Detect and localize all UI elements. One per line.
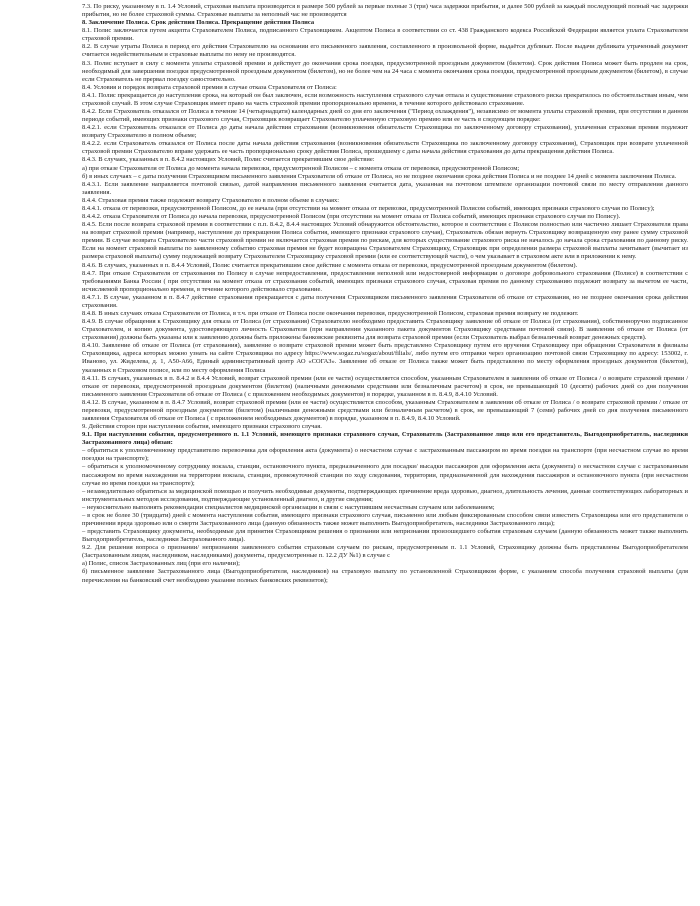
- paragraph: – незамедлительно обратиться за медицинской помощью и получить необходимые документы, подтверждающих причинение вреда здоровью, диагноз, длительность лечения, данные соответствующих лабораторных и инструментальных методов исследования, подтверждающие установленный диагноз, и другие сведения;: [82, 487, 688, 503]
- paragraph: 8.4.3.1. Если заявление направляется почтовой связью, датой направления письменного заявления считается дата, указанная на почтовом штемпеле организации почтовой связи по месту отправления данного заявления.: [82, 180, 688, 196]
- paragraph: 8.4.11. В случаях, указанных в п. 8.4.2 и 8.4.4 Условий, возврат страховой премии (или ее части) осуществляется способом, указанным Страхователем в заявлении об отказе от Полиса / о возврате страховой премии / отказе от перевозки, предусмотренной проездным документом (билетом) (наличными денежными средствами или безналичным расчетом) в срок, не превышающий 10 (десяти) рабочих дней со дня получения письменного заявления Страхователя об отказе от Полиса ( с приложением необходимых документов) в порядке, указанном в п. 8.4.9, 8.4.10 Условий.: [82, 374, 688, 398]
- paragraph: 8.3. Полис вступает в силу с момента уплаты страховой премии и действует до окончания срока поездки, предусмотренной проездным документом (билетом). Срок действия Полиса может быть продлен на срок, необходимый для завершения поездки предусмотренной проездным документом (билетом), но не более чем на 24 часа с момента окончания срока поездки, предусмотренной проездным документом (билетом), в случае если Страхователь не прервал поездку самостоятельно.: [82, 59, 688, 83]
- paragraph: а) при отказе Страхователя от Полиса до момента начала перевозки, предусмотренной Полисом – с момента отказа от перевозки, предусмотренной Полисом;: [82, 164, 520, 172]
- paragraph: 8.4.2. Если Страхователь отказался от Полиса в течение 14 (четырнадцати) календарных дней со дня его заключения ("Период охлаждения"), независимо от момента уплаты страховой премии, при отсутствии в данном периоде событий, имеющих признаки страхового случая, Страховщик возвращает Страхователю уплаченную страховую премию или ее часть в следующем порядке:: [82, 108, 688, 124]
- paragraph: 8.2. В случае утраты Полиса в период его действия Страхователю на основании его письменного заявления, составленного в произвольной форме, выдаётся дубликат. После выдачи дубликата утраченный документ считается недействительным и страховые выплаты по нему не производятся.: [82, 43, 688, 59]
- paragraph: б) письменное заявление Застрахованного лица (Выгодоприобретателя, наследников) на страховую выплату по установленной Страховщиком форме, с указанием способа получения страховой выплаты (для перечисления на банковский счет необходимо указание полных банковских реквизитов);: [82, 568, 688, 584]
- paragraph: 9. Действия сторон при наступлении события, имеющего признаки страхового случая.: [82, 423, 322, 431]
- section-heading: 9.1. При наступлении события, предусмотренного п. 1.1 Условий, имеющего признаки страхового случая, Страхователь (Застрахованное лицо или его представитель, Выгодоприобретатель, наследники Застрахованного лица) обязан:: [82, 431, 688, 447]
- paragraph: 8.4.7.1. В случае, указанном в п. 8.4.7 действие страхования прекращается с даты получения Страховщиком письменного заявления Страхователя об отказе от страхования, но не позднее окончания срока действия страхования.: [82, 293, 688, 309]
- paragraph: – обратиться к уполномоченному сотруднику вокзала, станции, остановочного пункта, предназначенного для посадки/ высадки пассажиров для оформления акта (документа) о несчастном случае с застрахованным пассажиром во время нахождения на территории вокзала, станции, промежуточной станции по ходу следования, территории, предназначенной для нахождения пассажиров и остановочного пункта (при несчастном случае во время поездки на транспорте);: [82, 463, 688, 487]
- paragraph: 9.2. Для решения вопроса о признании/ непризнании заявленного события страховым случаем по рискам, предусмотренным п. 1.1 Условий, Страховщику должны быть представлены Выгодоприобретателем (Застрахованным лицом, наследником, наследниками) документы, предусмотренные п. 12.2 ДУ №1) в случае с: [82, 544, 688, 560]
- paragraph: 8.4.1. Полис прекращается до наступления срока, на который он был заключен, если возможность наступления страхового случая отпала и существование страхового риска прекратилось по обстоятельствам иным, чем страховой случай. В этом случае Страховщик имеет право на часть страховой премии пропорционально времени, в течение которого действовало страхование.: [82, 91, 688, 107]
- paragraph: 8.4.7. При отказе Страхователя от страхования по Полису в случае непредоставления, предоставления неполной или недостоверной информации о договоре добровольного страхования (Полисе) в соответствии с требованиями Банка России ( при отсутствии на момент отказа от страхования событий, имеющих признаки страхового случая, страховая премия по данному страхованию подлежит возврату за вычетом ее части, исчисляемой пропорционально времени, в течение которого действовало страхование.: [82, 269, 688, 293]
- paragraph: 8.4.2.2. если Страхователь отказался от Полиса после даты начала действия страхования (возникновения обязательств Страховщика по заключенному договору страхования), Страховщик при возврате уплаченной страховой премии Страхователю вправе удержать ее часть пропорционально сроку действия Полиса, прошедшему с даты начала действия страхования до даты прекращения действия Полиса.: [82, 140, 688, 156]
- paragraph: 8.4.4.2. отказа Страхователя от Полиса до начала перевозки, предусмотренной Полисом (при отсутствии на момент отказа от Полиса событий, имеющих признаки страхового случая по Полису).: [82, 213, 621, 221]
- paragraph: б) в иных случаях – с даты получения Страховщиком письменного заявления Страхователя об отказе от Полиса, но не позднее окончания срока действия Полиса и не позднее 14 дней с момента заключения Полиса.: [82, 172, 677, 180]
- paragraph: 8.4.4.1. отказа от перевозки, предусмотренной Полисом, до ее начала (при отсутствии на момент отказа от перевозки, предусмотренной Полисом событий, имеющих признаки страхового случая по Полису);: [82, 204, 655, 212]
- paragraph: 8.4.10. Заявление об отказе от Полиса (от страхования), заявление о возврате страховой премии может быть представлено Страховщику путем его вручения Страховщику при обращении Страхователя в филиалы Страховщика, адреса которых можно узнать на сайте Страховщика по адресу https://www.sogaz.ru/sogaz/about/filials/, либо путем его отправки через организацию почтовой связи Страховщику по адресу: 153002, г. Иваново, ул. Жиделева, д. 1, А50-А66, Единый административный центр АО «СОГАЗ». Заявление об отказе от Полиса также может быть представлено по месту оформления проездных документов (билетов), указанных в Страховом полисе, или по месту оформления Полиса: [82, 342, 688, 374]
- paragraph: – в срок не более 30 (тридцати) дней с момента наступления события, имеющего признаки страхового случая, письменно или любым фиксированным способом связи известить Страховщика или его представителя о причинении вреда здоровью или о смерти Застрахованного лица (данную обязанность также может выполнить Выгодоприобретатель, наследники Застрахованного лица);: [82, 511, 688, 527]
- paragraph: – представить Страховщику документы, необходимые для принятия Страховщиком решения о признании или непризнании произошедшего события страховым случаем (данную обязанность может также выполнить Выгодоприобретатель, наследники Застрахованного лица).: [82, 528, 688, 544]
- paragraph: 8.4.5. Если после возврата страховой премии в соответствии с п.п. 8.4.2, 8.4.4 настоящих Условий обнаружится обстоятельство, которое в соответствии с Полисом полностью или частично лишает Страхователя права на возврат страховой премии (например, наступление до прекращения Полиса события, имеющего признаки страхового случая), Страхователь обязан вернуть Страховщику возвращенную ему ранее сумму страховой премии. В случае возврата Страхователю части страховой премии не включается страховая премия по рискам, для которых существование страхового риска не началось до начала срока страхования по данному риску. Если на момент страховой выплаты по заявленному событию страховая премия не будет возвращена Страхователем Страховщику, Страховщик при определении размера страховой выплаты зачитывает (вычитает из размера страховой выплаты) сумму подлежащей возврату Страхователем Страховщику страховой премии (или ее соответствующей части), о чем указывает в страховом акте или в приложении к нему.: [82, 221, 688, 261]
- paragraph: а) Полис, список Застрахованных лиц (при его наличии);: [82, 560, 240, 568]
- paragraph: 8.4.8. В иных случаях отказа Страхователя от Полиса, в т.ч. при отказе от Полиса после окончания перевозки, предусмотренной Полисом, страховая премия возврату не подлежит.: [82, 309, 579, 317]
- paragraph: 8.1. Полис заключается путем акцепта Страхователем Полиса, подписанного Страховщиком. Акцептом Полиса в соответствии со ст. 438 Гражданского кодекса Российской Федерации является уплата Страхователем страховой премии.: [82, 27, 688, 43]
- paragraph: 8.4.3. В случаях, указанных в п. 8.4.2 настоящих Условий, Полис считается прекратившим свое действие:: [82, 156, 375, 164]
- paragraph: 8.4.6. В случаях, указанных в п. 8.4.4 Условий, Полис считается прекратившим свое действие с момента отказа от перевозки, предусмотренной проездным документом (билетом).: [82, 261, 578, 269]
- paragraph: 8.4.12. В случае, указанном в п. 8.4.7 Условий, возврат страховой премии (или ее части) осуществляется способом, указанным Страхователем в заявлении об отказе от Полиса / о возврате страховой премии / отказе от перевозки, предусмотренной проездным документом (билетом) (наличными денежными средствами или безналичным расчетом) в срок, не превышающий 7 (семи) рабочих дней со дня получения письменного заявления Страхователя об отказе от Полиса ( с приложением необходимых документов) в порядке, указанном в п. 8.4.9, 8.4.10 Условий.: [82, 398, 688, 422]
- paragraph: 8.4.9. В случае обращения к Страховщику для отказа от Полиса (от страхования) Страхователю необходимо предоставить Страховщику заявление об отказе от Полиса (от страхования), собственноручно подписанное Страхователем, и копию документа, удостоверяющего личность Страхователя (при направлении указанного пакета документов Страховщику средствами почтовой связи). В заявлении об отказе от Полиса (от страхования) должны быть указаны или к заявлению должны быть приложены банковские реквизиты для возврата страховой премии (если Страхователь выбрал безналичный возврат денежных средств).: [82, 318, 688, 342]
- paragraph: – неукоснительно выполнять рекомендации специалистов медицинской организации в связи с наступившим несчастным случаем или заболеванием;: [82, 503, 495, 511]
- paragraph: – обратиться к уполномоченному представителю перевозчика для оформления акта (документа) о несчастном случае с застрахованным пассажиром во время поездки на транспорте (при несчастном случае во время поездки на транспорте);: [82, 447, 688, 463]
- paragraph: 8.4.4. Страховая премия также подлежит возврату Страхователю в полном объеме в случаях:: [82, 196, 340, 204]
- paragraph: 7.3. По риску, указанному в п. 1.4 Условий, страховая выплата производится в размере 500 рублей за первые полные 3 (три) часа задержки прибытия, и далее 500 рублей за каждый последующий полный час задержки прибытия, но не более страховой суммы. Страховые выплаты за неполный час не производятся: [82, 3, 688, 19]
- paragraph: 8.4.2.1. если Страхователь отказался от Полиса до даты начала действия страхования (возникновения обязательств Страховщика по заключенному договору страхования), уплаченная страховая премия подлежит возврату Страхователю в полном объеме;: [82, 124, 688, 140]
- section-heading: 8. Заключение Полиса. Срок действия Полиса. Прекращение действия Полиса: [82, 19, 315, 27]
- paragraph: 8.4. Условия и порядок возврата страховой премии в случае отказа Страхователя от Полиса:: [82, 83, 337, 91]
